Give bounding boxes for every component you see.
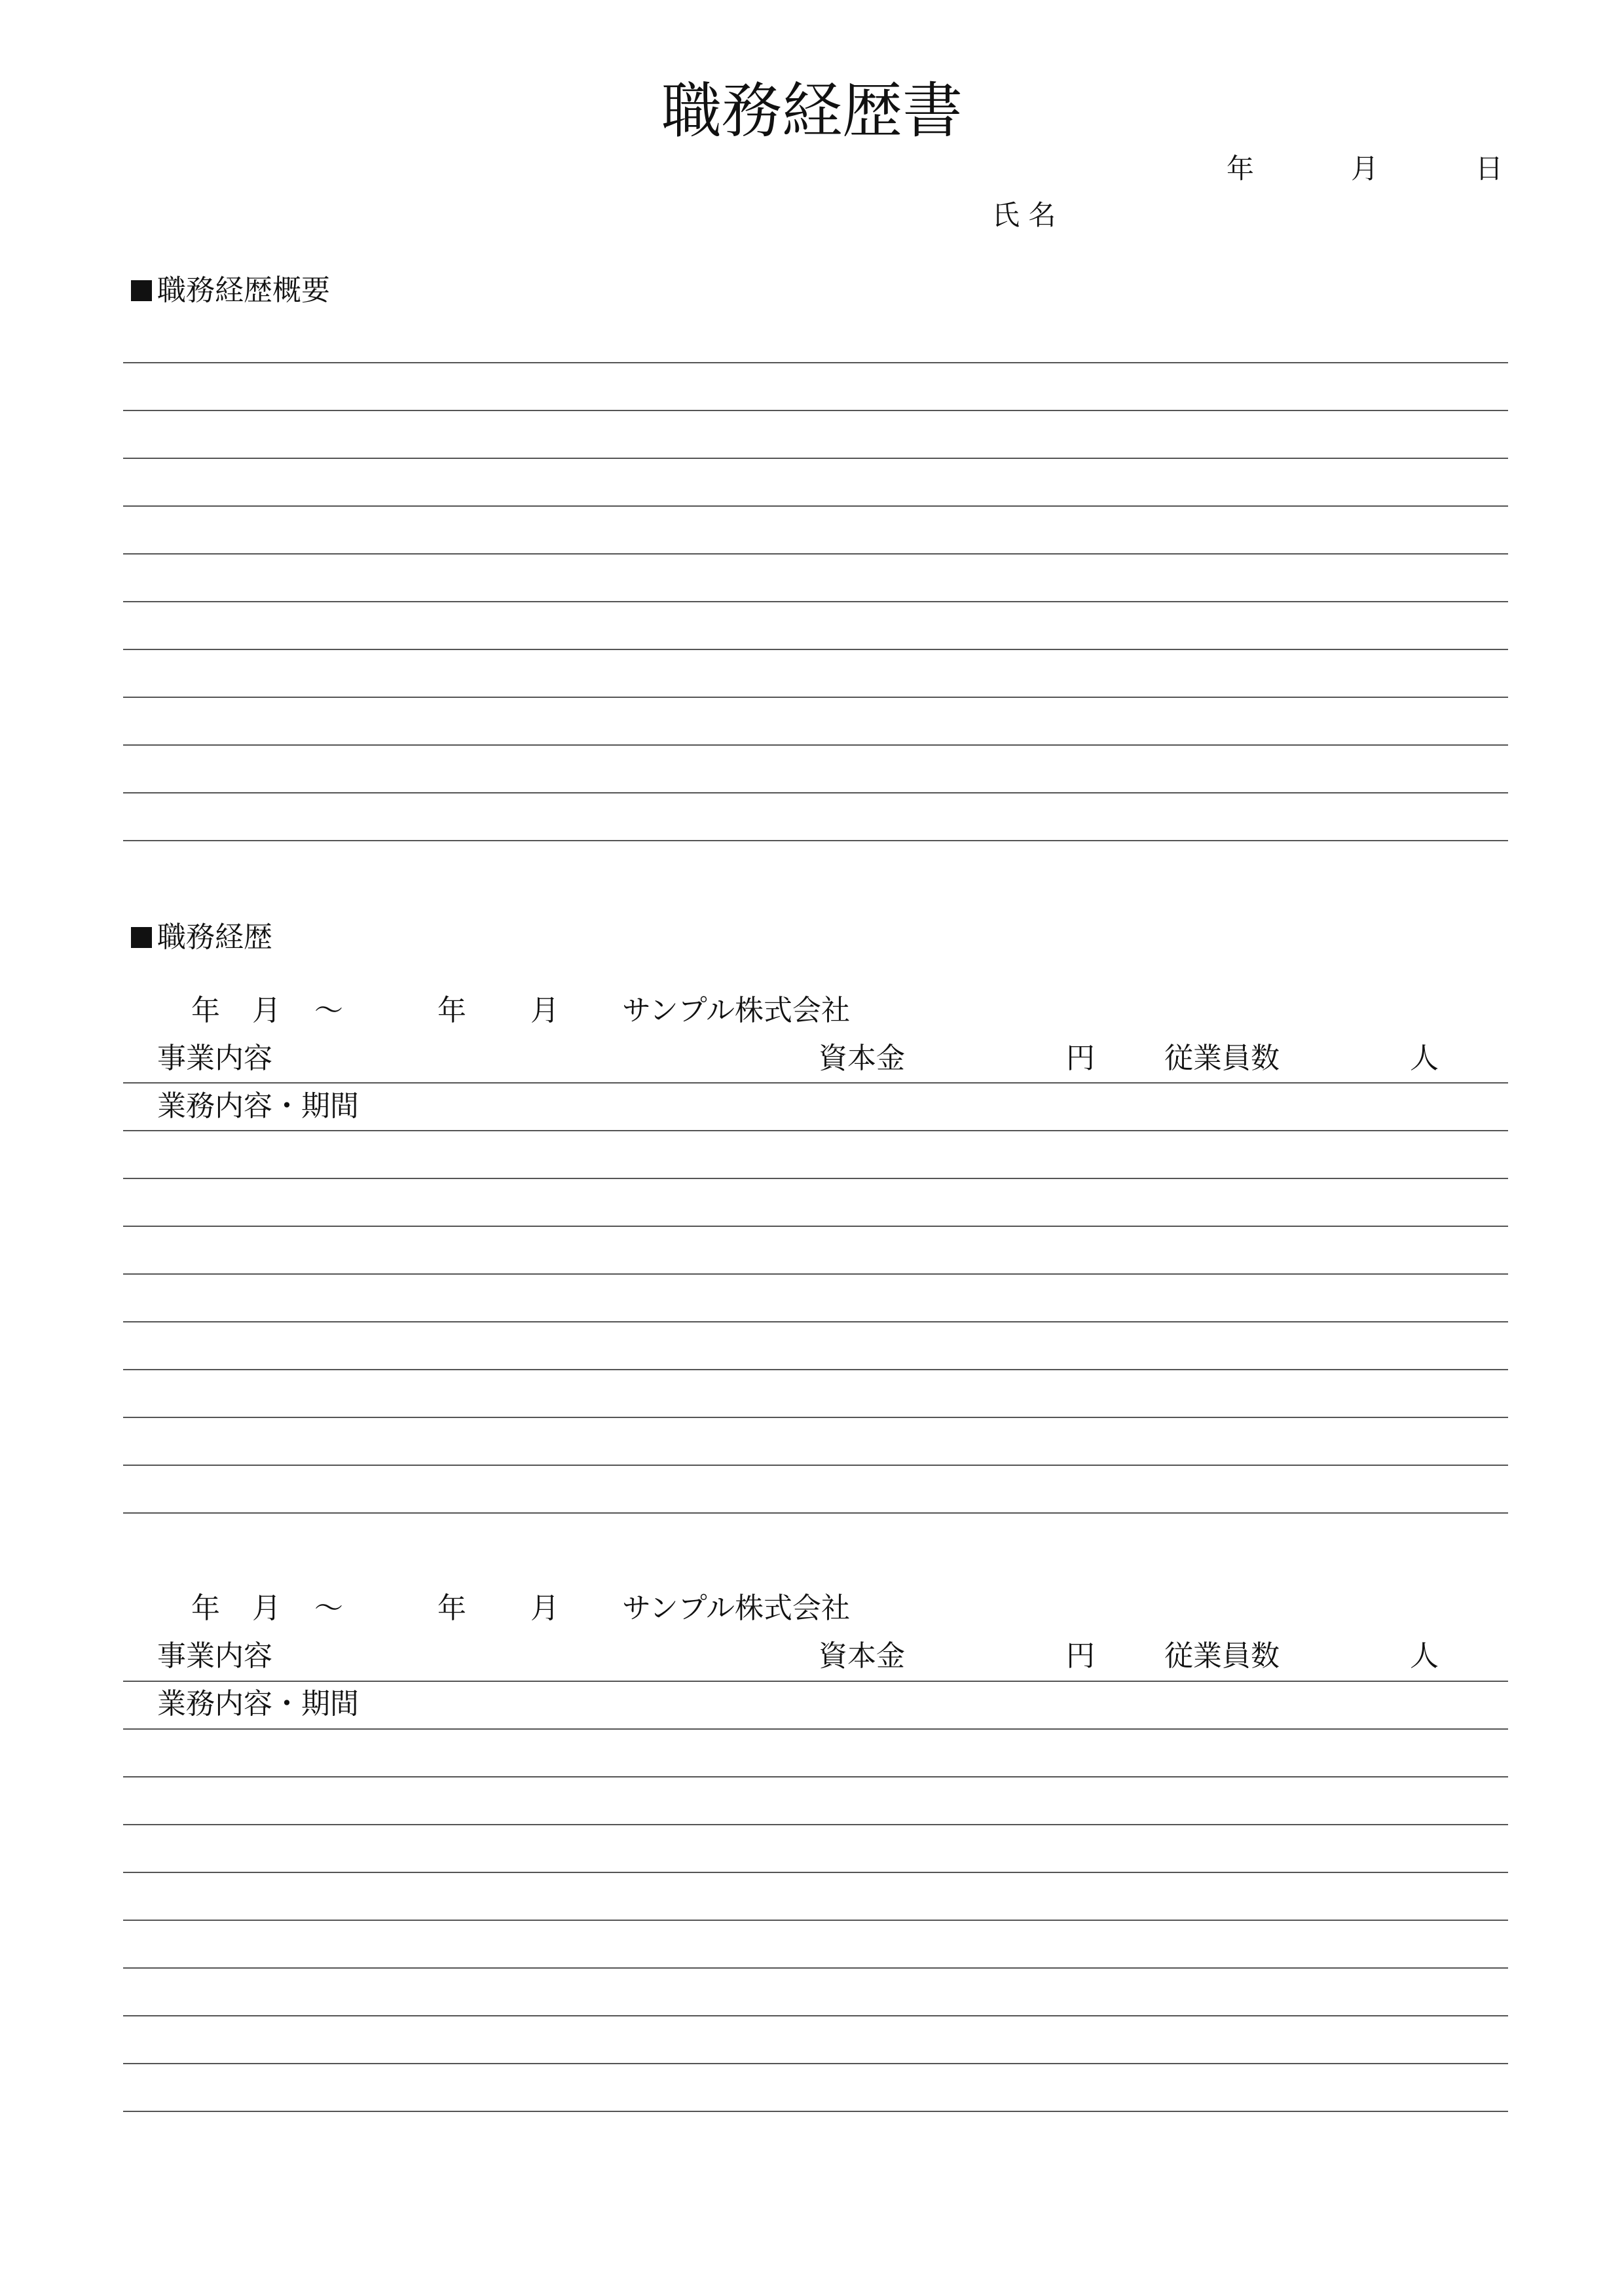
writing-line [123, 2015, 1508, 2016]
writing-line [123, 1776, 1508, 1777]
writing-line [123, 601, 1508, 602]
writing-line [123, 697, 1508, 698]
summary-heading-text: 職務経歴概要 [157, 274, 330, 307]
entry-to-year-label: 年 [437, 1592, 466, 1625]
entry-duties-label: 業務内容・期間 [157, 1687, 359, 1721]
writing-line [123, 1321, 1508, 1322]
writing-line [123, 1178, 1508, 1179]
writing-line [123, 2063, 1508, 2064]
writing-line [123, 2111, 1508, 2112]
date-year-label: 年 [1227, 153, 1255, 185]
writing-line [123, 744, 1508, 746]
entry-company-name: サンプル株式会社 [622, 994, 851, 1027]
entry-to-year-label: 年 [437, 994, 466, 1027]
date-month-label: 月 [1351, 153, 1379, 185]
history-heading-text: 職務経歴 [157, 920, 272, 954]
date-day-label: 日 [1475, 153, 1504, 185]
writing-line [123, 1872, 1508, 1873]
entry-to-month-label: 月 [530, 994, 559, 1027]
entry-to-month-label: 月 [530, 1592, 559, 1625]
writing-line [123, 553, 1508, 555]
entry-tilde: 〜 [314, 994, 343, 1027]
writing-line [123, 1273, 1508, 1275]
entry-yen-label: 円 [1066, 1042, 1095, 1075]
writing-line [123, 649, 1508, 650]
writing-line [123, 1824, 1508, 1825]
writing-line [123, 1226, 1508, 1227]
entry-yen-label: 円 [1066, 1639, 1095, 1673]
writing-line [123, 458, 1508, 459]
writing-line [123, 362, 1508, 363]
writing-line [123, 1967, 1508, 1969]
entry-capital-label: 資本金 [819, 1639, 905, 1673]
writing-line [123, 1920, 1508, 1921]
writing-line [123, 1465, 1508, 1466]
history-section-heading [131, 920, 272, 954]
summary-section-heading [131, 276, 330, 305]
entry-from-month-label: 月 [252, 1592, 281, 1625]
entry-capital-label: 資本金 [819, 1042, 905, 1075]
writing-line [123, 1512, 1508, 1514]
document-title: 職務経歴書 [661, 76, 963, 146]
writing-line [123, 1417, 1508, 1418]
entry-employees-label: 従業員数 [1164, 1042, 1280, 1075]
entry-tilde: 〜 [314, 1592, 343, 1625]
writing-line [123, 1082, 1508, 1084]
writing-line [123, 840, 1508, 841]
writing-line [123, 792, 1508, 793]
writing-line [123, 1369, 1508, 1370]
square-bullet-icon [131, 280, 152, 301]
entry-from-month-label: 月 [252, 994, 281, 1027]
entry-business-label: 事業内容 [157, 1639, 272, 1673]
writing-line [123, 1681, 1508, 1682]
entry-company-name: サンプル株式会社 [622, 1592, 851, 1625]
entry-people-label: 人 [1410, 1639, 1439, 1673]
writing-line [123, 410, 1508, 411]
entry-from-year-label: 年 [191, 1592, 220, 1625]
writing-line [123, 505, 1508, 507]
entry-duties-label: 業務内容・期間 [157, 1089, 359, 1123]
writing-line [123, 1728, 1508, 1730]
entry-people-label: 人 [1410, 1042, 1439, 1075]
entry-from-year-label: 年 [191, 994, 220, 1027]
writing-line [123, 1130, 1508, 1131]
name-label: 氏 名 [992, 199, 1056, 231]
square-bullet-icon [131, 927, 152, 948]
entry-employees-label: 従業員数 [1164, 1639, 1280, 1673]
entry-business-label: 事業内容 [157, 1042, 272, 1075]
